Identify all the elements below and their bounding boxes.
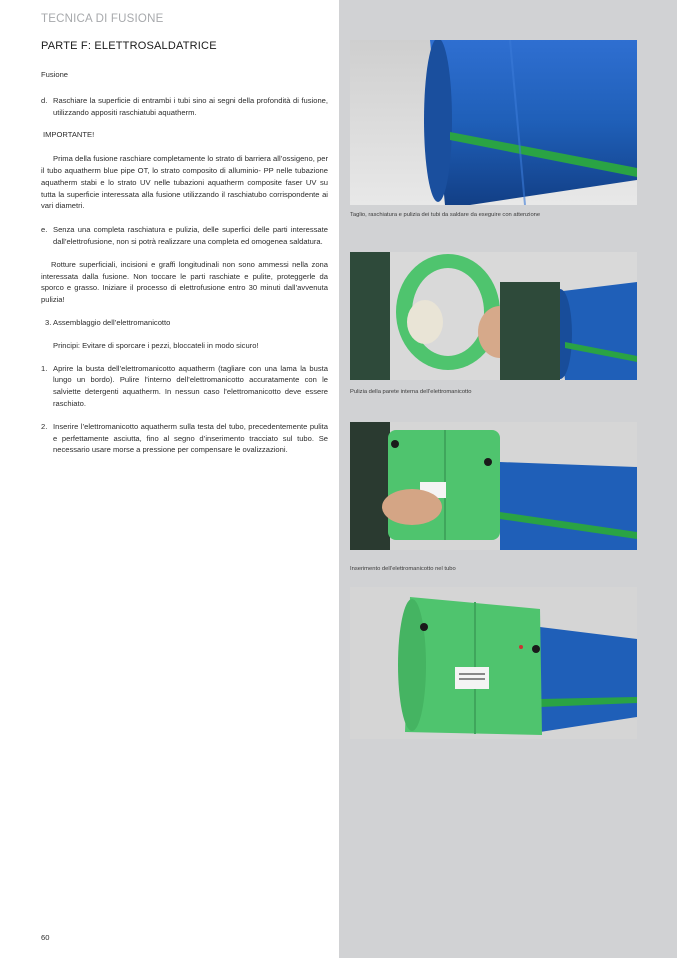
step-d bbox=[41, 95, 328, 119]
scratch-warning: Rotture superficiali, incisioni e graffi longitudinali non sono ammessi nella zona interessata dalla fusione. Non toccare le parti raschiate e pulite, proteggerle da sporco e grasso. Iniziare il processo di elettrofusione entro 30 minuti dall’avvenuta pulizia! bbox=[41, 259, 328, 305]
part-title: PARTE F: ELETTROSALDATRICE bbox=[41, 40, 217, 52]
step-2-marker: 2. bbox=[41, 421, 48, 431]
photo-cleaning-fitting bbox=[350, 252, 637, 380]
step-e bbox=[41, 224, 328, 248]
step-e-marker: e. bbox=[41, 225, 48, 235]
heading-fusione: Fusione bbox=[41, 70, 69, 79]
caption-photo-1: Taglio, raschiatura e pulizia dei tubi da saldare da eseguire con attenzione bbox=[350, 212, 541, 218]
heading-assembly: 3. Assemblaggio dell’elettromanicotto bbox=[45, 317, 171, 327]
body-text bbox=[41, 66, 328, 456]
step-2 bbox=[41, 421, 328, 456]
section-title: TECNICA DI FUSIONE bbox=[41, 13, 164, 25]
step-1 bbox=[41, 363, 328, 410]
photo-pipe-preparation bbox=[350, 40, 637, 205]
caption-photo-3: Inserimento dell’elettromanicotto nel tubo bbox=[350, 566, 456, 572]
step-e-text: Senza una completa raschiatura e pulizia, delle superfici delle parti interessate dall’elettrofusione, non si potrà realizzare una completa ed omogenea saldatura. bbox=[53, 225, 328, 246]
important-text: Prima della fusione raschiare completamente lo strato di barriera all’ossigeno, per il tubo aquatherm blue pipe OT, lo strato composito di alluminio- PP nelle tubazione aquatherm stabi e lo strato UV nelle tubazioni aquatherm composite faser UV su tutta la superficie interessata alla fusione utilizzando il raschiatubo corrispondente ai vari diametri. bbox=[41, 154, 328, 211]
photo-inserting-fitting bbox=[350, 422, 637, 550]
step-1-marker: 1. bbox=[41, 363, 48, 373]
step-d-text: Raschiare la superficie di entrambi i tubi sino ai segni della profondità di fusione, utilizzando appositi raschiatubi aquatherm. bbox=[53, 95, 328, 117]
step-1-text: Aprire la busta dell’elettromanicotto aquatherm (tagliare con una lama la busta lungo un bordo). Pulire l’interno dell’elettromanicotto accuratamente con le salviette detergenti aquatherm. In nessun caso l’elettromanicotto deve essere raschiato. bbox=[53, 363, 328, 408]
step-d-marker: d. bbox=[41, 95, 48, 105]
step-2-text: Inserire l’elettromanicotto aquatherm sulla testa del tubo, precedentemente pulita e perfettamente asciutta, fino al segno d’inserimento tracciato sul tubo. Se necessario usare morse a pressione per compensare le ovalizzazioni. bbox=[53, 421, 328, 455]
caption-photo-2: Pulizia della parete interna dell’elettromanicotto bbox=[350, 389, 472, 395]
page-number: 60 bbox=[41, 933, 50, 942]
principles-text: Principi: Evitare di sporcare i pezzi, bloccateli in modo sicuro! bbox=[53, 340, 259, 350]
important-label: IMPORTANTE! bbox=[43, 130, 95, 140]
photo-fitting-on-pipe bbox=[350, 587, 637, 739]
